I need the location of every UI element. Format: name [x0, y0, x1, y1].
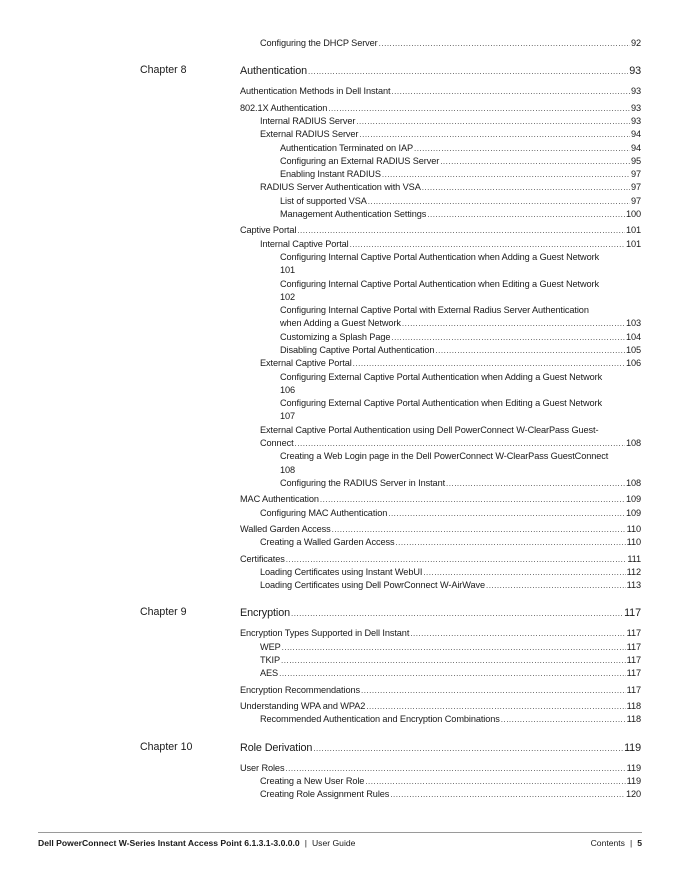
- toc-entry-title: Creating a Web Login page in the Dell PowerConnect W-ClearPass GuestConnect: [280, 451, 609, 462]
- toc-entry-title: AES: [260, 668, 279, 679]
- toc-entry-title: Captive Portal: [240, 225, 297, 236]
- toc-entry[interactable]: [240, 627, 641, 640]
- toc-page-number: 110: [626, 523, 641, 534]
- toc-page-number: 100: [625, 209, 641, 219]
- dot-leader: [361, 684, 626, 697]
- toc-entry[interactable]: [240, 102, 641, 115]
- toc-page-number: 117: [626, 641, 641, 652]
- footer-page-number: 5: [637, 838, 642, 848]
- toc-page-number: 118: [626, 700, 641, 711]
- toc-entry-title: External Captive Portal Authentication using Dell PowerConnect W-ClearPass Guest-: [260, 424, 599, 435]
- toc-page-number: 93: [630, 86, 641, 97]
- toc-entry-title: Configuring External Captive Portal Authentication when Editing a Guest Network: [280, 398, 603, 409]
- toc-page-number: 93: [630, 115, 641, 126]
- dot-leader: [366, 700, 625, 713]
- toc-entry[interactable]: [280, 331, 641, 344]
- toc-page-number: 119: [626, 775, 641, 786]
- footer-right: Contents | 5: [590, 838, 642, 848]
- toc-entry-title: WEP: [260, 641, 281, 652]
- dot-leader: [379, 37, 630, 50]
- dot-leader: [422, 181, 630, 194]
- footer-section-label: Contents: [590, 838, 625, 848]
- toc-page-number: 117: [626, 655, 641, 665]
- toc-entry[interactable]: [260, 566, 641, 579]
- toc-entry-title: Encryption: [240, 607, 291, 620]
- toc-entry[interactable]: [260, 115, 641, 128]
- toc-entry[interactable]: [280, 450, 641, 477]
- toc-entry-title: Customizing a Splash Page: [280, 331, 391, 342]
- toc-entry-title: Configuring MAC Authentication: [260, 507, 388, 518]
- toc-page-number: 94: [630, 142, 641, 153]
- toc-entry[interactable]: [260, 775, 641, 788]
- toc-entry[interactable]: [240, 700, 641, 713]
- toc-page-number: 101: [280, 265, 296, 276]
- toc-entry-title: Recommended Authentication and Encryption Combinations: [260, 714, 500, 725]
- toc-page-number: 107: [280, 411, 296, 422]
- dot-leader: [332, 523, 626, 536]
- dot-leader: [391, 85, 630, 98]
- toc-page-number: 111: [627, 553, 641, 564]
- toc-entry-title: Configuring the DHCP Server: [260, 38, 378, 48]
- toc-entry-title: List of supported VSA: [280, 195, 367, 206]
- toc-entry-title: User Roles: [240, 762, 285, 773]
- toc-page-number: 109: [625, 494, 641, 505]
- toc-entry[interactable]: [240, 606, 641, 620]
- dot-leader: [295, 437, 625, 450]
- toc-entry[interactable]: [280, 304, 641, 331]
- toc-entry-title: Understanding WPA and WPA2: [240, 700, 366, 711]
- toc-entry-title: when Adding a Guest Network: [280, 318, 401, 329]
- dot-leader: [440, 155, 630, 168]
- toc-entry[interactable]: [260, 536, 641, 549]
- dot-leader: [291, 607, 623, 620]
- toc-entry[interactable]: [280, 155, 641, 168]
- toc-entry[interactable]: [260, 181, 641, 194]
- toc-page-number: 97: [630, 182, 641, 193]
- toc-page-number: 109: [625, 507, 641, 518]
- toc-page-number: 117: [626, 684, 641, 695]
- footer-guide-label: User Guide: [311, 838, 356, 848]
- dot-leader: [501, 713, 626, 726]
- toc-page-number: 94: [630, 129, 641, 140]
- toc-entry[interactable]: [260, 654, 641, 667]
- dot-leader: [356, 115, 630, 128]
- chapter-label: Chapter 10: [140, 740, 193, 753]
- toc-entry[interactable]: [260, 37, 641, 50]
- dot-leader: [313, 742, 623, 755]
- toc-entry-title: TKIP: [260, 655, 281, 665]
- toc-page-number: 106: [625, 358, 641, 369]
- toc-entry[interactable]: [240, 224, 641, 237]
- dot-leader: [414, 142, 630, 155]
- dot-leader: [350, 238, 625, 251]
- toc-entry-title: Authentication Methods in Dell Instant: [240, 86, 391, 97]
- dot-leader: [285, 762, 625, 775]
- chapter-label: Chapter 8: [140, 64, 187, 77]
- dot-leader: [423, 566, 625, 579]
- dot-leader: [410, 627, 625, 640]
- toc-entry[interactable]: [260, 507, 641, 520]
- dot-leader: [435, 344, 625, 357]
- toc-entry[interactable]: [260, 238, 641, 251]
- dot-leader: [286, 553, 627, 566]
- toc-entry-title: Walled Garden Access: [240, 523, 331, 534]
- toc-entry-title: Management Authentication Settings: [280, 209, 427, 219]
- toc-page-number: 102: [280, 291, 296, 302]
- toc-entry[interactable]: [240, 64, 641, 78]
- toc-entry-title: Configuring Internal Captive Portal with External Radius Server Authentication: [280, 305, 589, 316]
- toc-entry[interactable]: [240, 493, 641, 506]
- toc-entry[interactable]: [240, 684, 641, 697]
- toc-entry-title: Configuring the RADIUS Server in Instant: [280, 478, 446, 488]
- toc-entry-title: Creating a Walled Garden Access: [260, 537, 395, 548]
- footer-left: Dell PowerConnect W-Series Instant Access Point 6.1.3.1-3.0.0.0 | User Guide: [38, 838, 356, 848]
- toc-page-number: 112: [626, 566, 641, 577]
- toc-entry[interactable]: [260, 128, 641, 141]
- toc-entry-title: Creating a New User Role: [260, 775, 365, 786]
- toc-entry-title: Enabling Instant RADIUS: [280, 169, 381, 180]
- toc-entry-title: Configuring External Captive Portal Authentication when Adding a Guest Network: [280, 371, 603, 382]
- toc-entry[interactable]: [280, 371, 641, 398]
- dot-leader: [365, 775, 625, 788]
- toc-entry-title: Internal Captive Portal: [260, 238, 349, 249]
- toc-entry-title: Role Derivation: [240, 741, 313, 754]
- toc-page-number: 117: [624, 607, 641, 620]
- toc-page-number: 120: [625, 789, 641, 800]
- dot-leader: [320, 493, 625, 506]
- toc-entry-title: External Captive Portal: [260, 358, 352, 369]
- dot-leader: [391, 331, 625, 344]
- toc-page-number: 93: [629, 65, 641, 78]
- toc-entry-title: Connect: [260, 438, 294, 449]
- toc-entry[interactable]: [280, 168, 641, 181]
- dot-leader: [388, 507, 625, 520]
- dot-leader: [486, 579, 626, 592]
- toc-entry[interactable]: [260, 579, 641, 592]
- toc-entry-title: Certificates: [240, 553, 285, 564]
- dot-leader: [382, 168, 630, 181]
- toc-entry[interactable]: [260, 641, 641, 654]
- toc-page-number: 101: [625, 238, 641, 249]
- dot-leader: [282, 641, 626, 654]
- toc-page-number: 97: [630, 195, 641, 206]
- dot-leader: [446, 477, 625, 490]
- dot-leader: [395, 536, 625, 549]
- page-footer: [38, 838, 642, 848]
- toc-entry[interactable]: [240, 85, 641, 98]
- toc-page-number: 110: [626, 537, 641, 548]
- toc-entry-title: Disabling Captive Portal Authentication: [280, 345, 435, 355]
- toc-entry-title: MAC Authentication: [240, 494, 319, 505]
- toc-page-number: 113: [626, 580, 641, 591]
- dot-leader: [402, 317, 625, 330]
- toc-page-number: 104: [625, 331, 641, 342]
- toc-entry-title: 802.1X Authentication: [240, 102, 328, 113]
- dot-leader: [368, 195, 630, 208]
- toc-entry[interactable]: [280, 251, 641, 278]
- toc-entry-title: Configuring Internal Captive Portal Authentication when Adding a Guest Network: [280, 251, 600, 262]
- toc-page-number: 97: [630, 169, 641, 180]
- toc-entry-title: Loading Certificates using Instant WebUI: [260, 566, 423, 577]
- toc-entry-title: RADIUS Server Authentication with VSA: [260, 182, 421, 193]
- toc-page-number: 106: [280, 384, 296, 395]
- toc-entry[interactable]: [240, 553, 641, 566]
- toc-page-number: 119: [626, 762, 641, 773]
- toc-page-number: 108: [280, 464, 296, 475]
- toc-entry[interactable]: [260, 357, 641, 370]
- toc-page-number: 95: [630, 155, 641, 166]
- toc-entry[interactable]: [280, 477, 641, 490]
- dot-leader: [390, 788, 625, 801]
- toc-entry[interactable]: [260, 424, 641, 451]
- footer-divider: [38, 832, 642, 833]
- toc-page-number: 105: [625, 345, 641, 355]
- toc-entry-title: Authentication Terminated on IAP: [280, 142, 413, 153]
- toc-page-number: 117: [626, 668, 641, 679]
- toc-entry-title: Encryption Types Supported in Dell Instant: [240, 628, 410, 639]
- dot-leader: [297, 224, 625, 237]
- dot-leader: [427, 208, 625, 221]
- toc-entry[interactable]: [280, 344, 641, 357]
- toc-entry-title: Configuring an External RADIUS Server: [280, 155, 440, 166]
- dot-leader: [281, 654, 626, 667]
- toc-page-number: 119: [624, 741, 641, 754]
- toc-page-number: 108: [625, 478, 641, 488]
- toc-entry[interactable]: [240, 523, 641, 536]
- toc-entry[interactable]: [260, 667, 641, 680]
- toc-page-number: 92: [630, 38, 641, 48]
- dot-leader: [279, 667, 626, 680]
- toc-entry[interactable]: [280, 278, 641, 305]
- toc-entry[interactable]: [240, 741, 641, 755]
- toc-entry[interactable]: [280, 142, 641, 155]
- toc-entry[interactable]: [260, 713, 641, 726]
- toc-entry-title: Internal RADIUS Server: [260, 115, 356, 126]
- toc-entry[interactable]: [260, 788, 641, 801]
- toc-page-number: 118: [626, 714, 641, 725]
- chapter-label: Chapter 9: [140, 606, 187, 619]
- toc-entry[interactable]: [240, 762, 641, 775]
- toc-entry-title: Configuring Internal Captive Portal Authentication when Editing a Guest Network: [280, 278, 599, 289]
- toc-entry[interactable]: [280, 208, 641, 221]
- toc-entry[interactable]: [280, 195, 641, 208]
- dot-leader: [353, 357, 625, 370]
- toc-entry-title: Authentication: [240, 65, 308, 78]
- toc-entry-title: External RADIUS Server: [260, 129, 359, 140]
- toc-page-number: 117: [626, 628, 641, 639]
- footer-doc-title: Dell PowerConnect W-Series Instant Access Point 6.1.3.1-3.0.0.0: [38, 838, 300, 848]
- toc-entry-title: Encryption Recommendations: [240, 684, 360, 695]
- toc-entry[interactable]: [280, 397, 641, 424]
- toc-page-number: 103: [625, 318, 641, 329]
- dot-leader: [359, 128, 630, 141]
- toc-page-number: 93: [630, 102, 641, 113]
- toc-entry-title: Loading Certificates using Dell PowrConnect W-AirWave: [260, 580, 485, 591]
- dot-leader: [308, 65, 628, 78]
- toc-entry-title: Creating Role Assignment Rules: [260, 789, 390, 800]
- toc-page-number: 108: [625, 438, 641, 449]
- dot-leader: [328, 102, 630, 115]
- toc-page-number: 101: [625, 225, 641, 236]
